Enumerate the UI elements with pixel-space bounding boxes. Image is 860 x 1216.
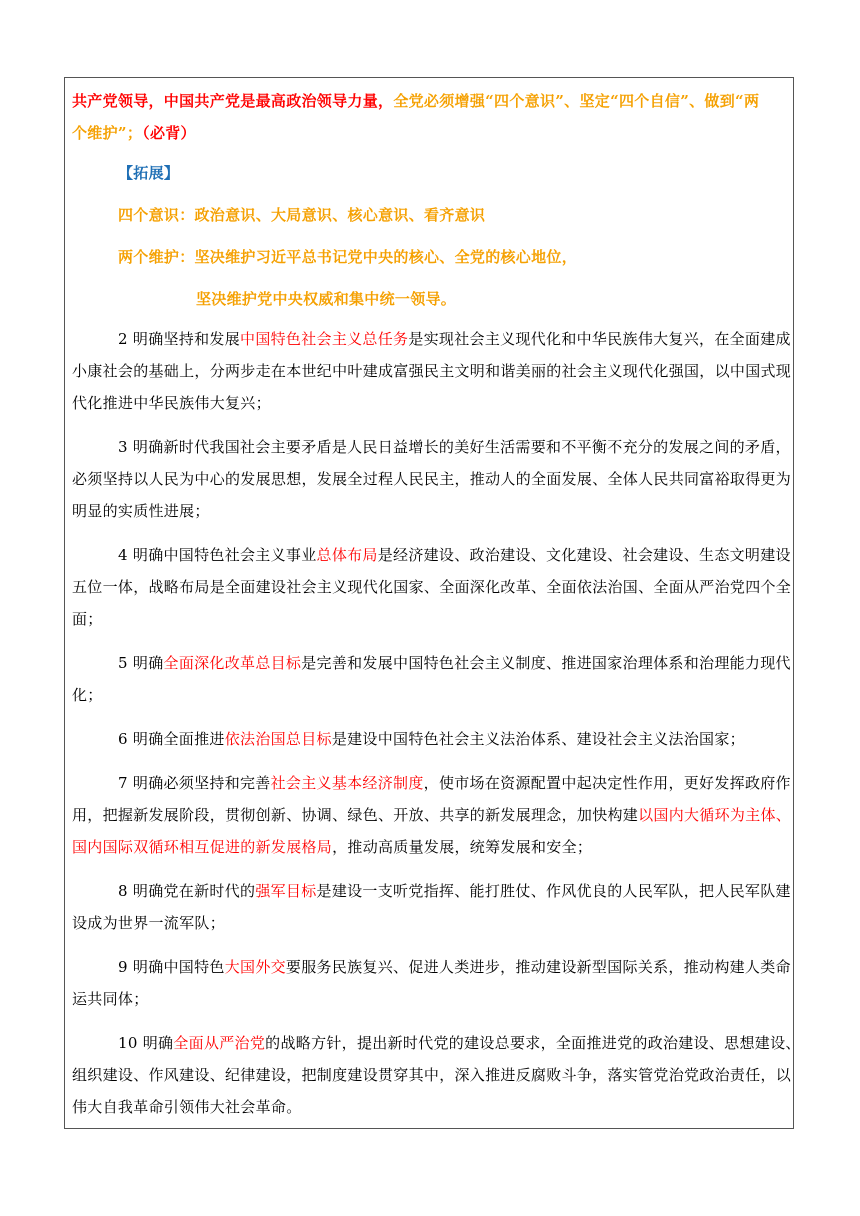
expand-line-2: 两个维护：坚决维护习近平总书记党中央的核心、全党的核心地位，	[118, 248, 578, 266]
paragraph-3-line-2: 必须坚持以人民为中心的发展思想，发展全过程人民民主，推动人的全面发展、全体人民共同富裕取得更为	[72, 470, 792, 488]
highlight-term: 强军目标	[255, 882, 317, 900]
highlight-term: 依法治国总目标	[224, 730, 332, 748]
expand-line-3: 坚决维护党中央权威和集中统一领导。	[196, 290, 457, 308]
highlight-term: 以国内大循环为主体、	[638, 806, 792, 824]
paragraph-8-line-1: 8 明确党在新时代的强军目标是建设一支听党指挥、能打胜仗、作风优良的人民军队，把人民军队建	[118, 882, 791, 900]
paragraph-7-line-2: 用，把握新发展阶段，贯彻创新、协调、绿色、开放、共享的新发展理念，加快构建以国内大循环为主体、	[72, 806, 792, 824]
paragraph-6-line-1: 6 明确全面推进依法治国总目标是建设中国特色社会主义法治体系、建设社会主义法治国家；	[118, 730, 745, 748]
paragraph-2-line-3: 代化推进中华民族伟大复兴；	[72, 394, 271, 412]
paragraph-10-line-3: 伟大自我革命引领伟大社会革命。	[72, 1098, 302, 1116]
intro-orange-text: 全党必须增强“四个意识”、坚定“四个自信”、做到“两	[393, 92, 760, 110]
paragraph-3-line-3: 明显的实质性进展；	[72, 502, 210, 520]
paragraph-9-line-2: 运共同体；	[72, 990, 149, 1008]
intro-orange-text-2: 个维护”；	[72, 124, 143, 142]
paragraph-7-line-3: 国内国际双循环相互促进的新发展格局，推动高质量发展，统筹发展和安全；	[72, 838, 593, 856]
paragraph-10-line-2: 组织建设、作风建设、纪律建设，把制度建设贯穿其中，深入推进反腐败斗争，落实管党治党政治责任，以	[72, 1066, 792, 1084]
paragraph-5-line-1: 5 明确全面深化改革总目标是完善和发展中国特色社会主义制度、推进国家治理体系和治理能力现代	[118, 654, 791, 672]
paragraph-2-line-2: 小康社会的基础上，分两步走在本世纪中叶建成富强民主文明和谐美丽的社会主义现代化强国，以中国式现	[72, 362, 792, 380]
paragraph-8-line-2: 设成为世界一流军队；	[72, 914, 226, 932]
paragraph-3-line-1: 3 明确新时代我国社会主要矛盾是人民日益增长的美好生活需要和不平衡不充分的发展之间的矛盾，	[118, 438, 791, 456]
paragraph-2-line-1: 2 明确坚持和发展中国特色社会主义总任务是实现社会主义现代化和中华民族伟大复兴，在全面建成	[118, 330, 791, 348]
highlight-term: 总体布局	[316, 546, 378, 564]
paragraph-10-line-1: 10 明确全面从严治党的战略方针，提出新时代党的建设总要求，全面推进党的政治建设、思想建设、	[118, 1034, 801, 1052]
must-recite-note: （必背）	[142, 124, 196, 142]
intro-line-1	[72, 91, 792, 111]
highlight-term: 大国外交	[224, 958, 286, 976]
intro-line-2	[72, 123, 792, 143]
intro-red-text: 共产党领导，中国共产党是最高政治领导力量，	[72, 92, 394, 110]
expand-line-1: 四个意识：政治意识、大局意识、核心意识、看齐意识	[118, 206, 486, 224]
highlight-term: 国内国际双循环相互促进的新发展格局	[72, 838, 333, 856]
paragraph-9-line-1: 9 明确中国特色大国外交要服务民族复兴、促进人类进步，推动建设新型国际关系，推动构建人类命	[118, 958, 791, 976]
highlight-term: 全面深化改革总目标	[163, 654, 302, 672]
paragraph-7-line-1: 7 明确必须坚持和完善社会主义基本经济制度，使市场在资源配置中起决定性作用，更好发挥政府作	[118, 774, 791, 792]
paragraph-4-line-3: 面；	[72, 610, 103, 628]
highlight-term: 中国特色社会主义总任务	[240, 330, 409, 348]
paragraph-5-line-2: 化；	[72, 686, 103, 704]
paragraph-4-line-1: 4 明确中国特色社会主义事业总体布局是经济建设、政治建设、文化建设、社会建设、生态文明建设	[118, 546, 791, 564]
highlight-term: 全面从严治党	[173, 1034, 266, 1052]
expand-title: 【拓展】	[118, 164, 180, 182]
paragraph-4-line-2: 五位一体，战略布局是全面建设社会主义现代化国家、全面深化改革、全面依法治国、全面从严治党四个全	[72, 578, 792, 596]
highlight-term: 社会主义基本经济制度	[270, 774, 424, 792]
